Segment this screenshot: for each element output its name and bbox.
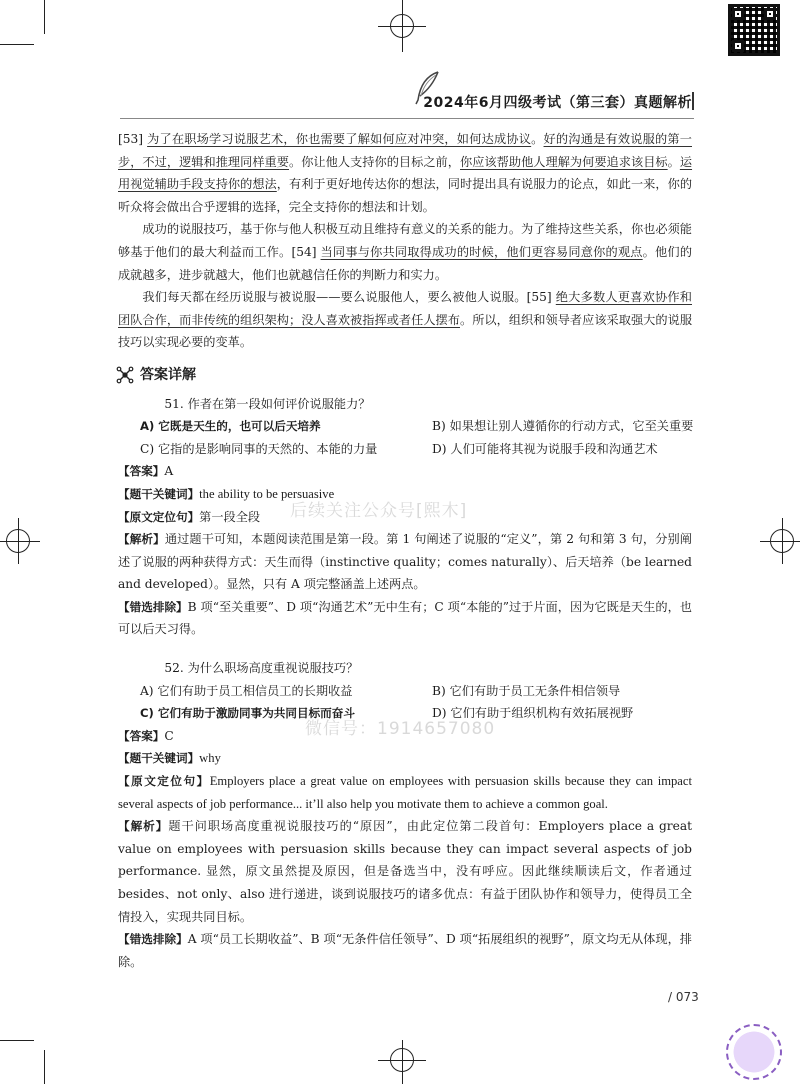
exclude-line	[118, 928, 692, 973]
option-item: C) 它指的是影响同事的天然的、本能的力量	[140, 441, 378, 456]
answer-line	[118, 725, 692, 748]
registration-mark	[390, 1048, 414, 1072]
field-label: 【题干关键词】	[118, 486, 200, 501]
header-divider	[692, 92, 694, 110]
qr-code-image	[728, 4, 780, 56]
passage-translation	[118, 128, 692, 354]
section-heading	[116, 364, 692, 387]
field-value: C	[164, 728, 174, 743]
analysis-line	[118, 815, 692, 928]
crop-mark	[0, 44, 34, 45]
page-header-title: 2024年6月四级考试（第三套）真题解析	[423, 95, 692, 111]
mascot-sticker-image	[726, 1024, 782, 1080]
passage-text: ，有利于更好地传达你的想法，同时提出具有说服力的论点，如此一来，你的听众将会做出合乎逻辑的选择，完全支持你的想法和计划。	[118, 177, 693, 214]
crop-mark	[0, 1040, 34, 1041]
field-value: A 项“员工长期收益”、B 项“无条件信任领导”、D 项“拓展组织的视野”，原文均无从体现，排除。	[118, 932, 692, 969]
registration-mark	[6, 529, 30, 553]
field-label: 【原文定位句】	[118, 774, 210, 789]
passage-text: 。他们的成就越多，进步就越大，他们也就越信任你的判断力和实力。	[118, 244, 693, 282]
underlined-sentence: 你应该帮助他人理解为何要追求该目标	[460, 154, 668, 169]
field-value: why	[199, 751, 221, 766]
question-spacer	[118, 641, 692, 657]
field-label: 【答案】	[118, 464, 165, 479]
question-block	[118, 657, 692, 973]
option-item: A) 它们有助于员工相信员工的长期收益	[140, 683, 353, 698]
field-value: 通过题干可知，本题阅读范围是第一段。第 1 句阐述了说服的“定义”，第 2 句和第 3 句，分别阐述了说服的两种获得方式：天生而得（instinctive quality；comes naturally）、后天培养（be learned and developed）。显然，只有 A 项完整涵盖上述两点。	[118, 532, 692, 592]
field-label: 【原文定位句】	[118, 509, 200, 524]
field-value: A	[164, 464, 174, 479]
question-stem: 51. 作者在第一段如何评价说服能力？	[164, 396, 371, 411]
field-value: 题干问职场高度重视说服技巧的“原因”，由此定位第二段首句：Employers place a great value on employees with persuasion skills because they can impact several aspects of job performance. 显然，原文虽然提及原因，但是备选当中，没有呼应。因此继续顺读后文，作者通过 besides、not only、also 进行递进，谈到说服技巧的诸多优点：有益于团队协作和领导力，使得员工全情投入，实现共同目标。	[118, 819, 692, 924]
field-label: 【错选排除】	[118, 932, 188, 947]
option-item: D) 它们有助于组织机构有效拓展视野	[432, 706, 634, 721]
option-item: C) 它们有助于激励同事为共同目标而奋斗	[140, 706, 355, 721]
passage-paragraph	[118, 218, 692, 286]
field-label: 【解析】	[118, 819, 169, 834]
options-grid	[118, 680, 692, 725]
question-stem: 52. 为什么职场高度重视说服技巧？	[164, 661, 359, 676]
option-item: B) 如果想让别人遵循你的行动方式，它至关重要	[432, 419, 694, 434]
keyword-line	[118, 747, 692, 770]
options-grid	[118, 415, 692, 460]
keyword-line	[118, 483, 692, 506]
passage-paragraph	[118, 128, 692, 218]
locate-line	[118, 770, 692, 815]
passage-text: 。你让他人支持你的目标之前，	[289, 154, 460, 169]
registration-mark	[390, 14, 414, 38]
section-title: 答案详解	[140, 366, 196, 383]
underlined-sentence: 好的沟通是有效说服的第一步，不过，逻辑和推理同样重要	[118, 132, 692, 169]
question-block	[118, 393, 692, 642]
page-content	[118, 128, 692, 973]
option-item: A) 它既是天生的，也可以后天培养	[140, 419, 321, 434]
molecule-icon	[116, 366, 134, 384]
passage-text: 。	[667, 154, 680, 169]
header-rule	[120, 118, 694, 119]
option-item: D) 人们可能将其视为说服手段和沟通艺术	[432, 441, 658, 456]
underlined-sentence: 当同事与你共同取得成功的时候，他们更容易同意你的观点	[320, 244, 643, 259]
watermark-text: 后续关注公众号[熙木]	[290, 501, 468, 521]
passage-text: 成功的说服技巧，基于你与他人积极互动且维持有意义的关系的能力。为了维持这些关系，你也必须能够基于他们的最大利益而工作。[54]	[118, 222, 692, 259]
field-label: 【题干关键词】	[118, 751, 200, 766]
field-label: 【答案】	[118, 728, 165, 743]
passage-text: [53]	[118, 132, 148, 146]
analysis-line	[118, 528, 692, 596]
field-value: B 项“至关重要”、D 项“沟通艺术”无中生有；C 项“本能的”过于片面，因为它既是天生的，也可以后天习得。	[118, 599, 692, 637]
page-number: / 073	[668, 990, 699, 1004]
passage-text: 。所以，组织和领导者应该采取强大的说服技巧以实现必要的变革。	[118, 312, 693, 350]
field-label: 【错选排除】	[118, 599, 188, 614]
field-value: the ability to be persuasive	[199, 486, 335, 501]
field-value: 第一段全段	[199, 509, 261, 524]
underlined-sentence: 运用视觉辅助手段支持你的想法	[118, 154, 693, 192]
crop-mark	[44, 0, 45, 34]
field-label: 【解析】	[118, 532, 165, 547]
passage-text: 。	[531, 132, 544, 146]
field-value: Employers place a great value on employees with persuasion skills because they can impact several aspects of job performance... it’ll also help you motivate them to achieve a common goal.	[118, 774, 692, 811]
option-item: B) 它们有助于员工无条件相信领导	[432, 683, 621, 698]
exclude-line	[118, 596, 692, 641]
passage-paragraph	[118, 286, 692, 354]
registration-mark	[770, 529, 794, 553]
watermark-text: 微信号：1914657080	[305, 719, 496, 739]
underlined-sentence: 为了在职场学习说服艺术，你也需要了解如何应对冲突，如何达成协议	[147, 132, 532, 146]
answer-explanations	[118, 393, 692, 974]
answer-line	[118, 460, 692, 483]
crop-mark	[44, 1050, 45, 1084]
locate-line	[118, 506, 692, 529]
underlined-sentence: 绝大多数人更喜欢协作和团队合作，而非传统的组织架构；没人喜欢被指挥或者任人摆布	[118, 290, 692, 327]
passage-text: 我们每天都在经历说服与被说服——要么说服他人，要么被他人说服。[55]	[142, 290, 556, 305]
